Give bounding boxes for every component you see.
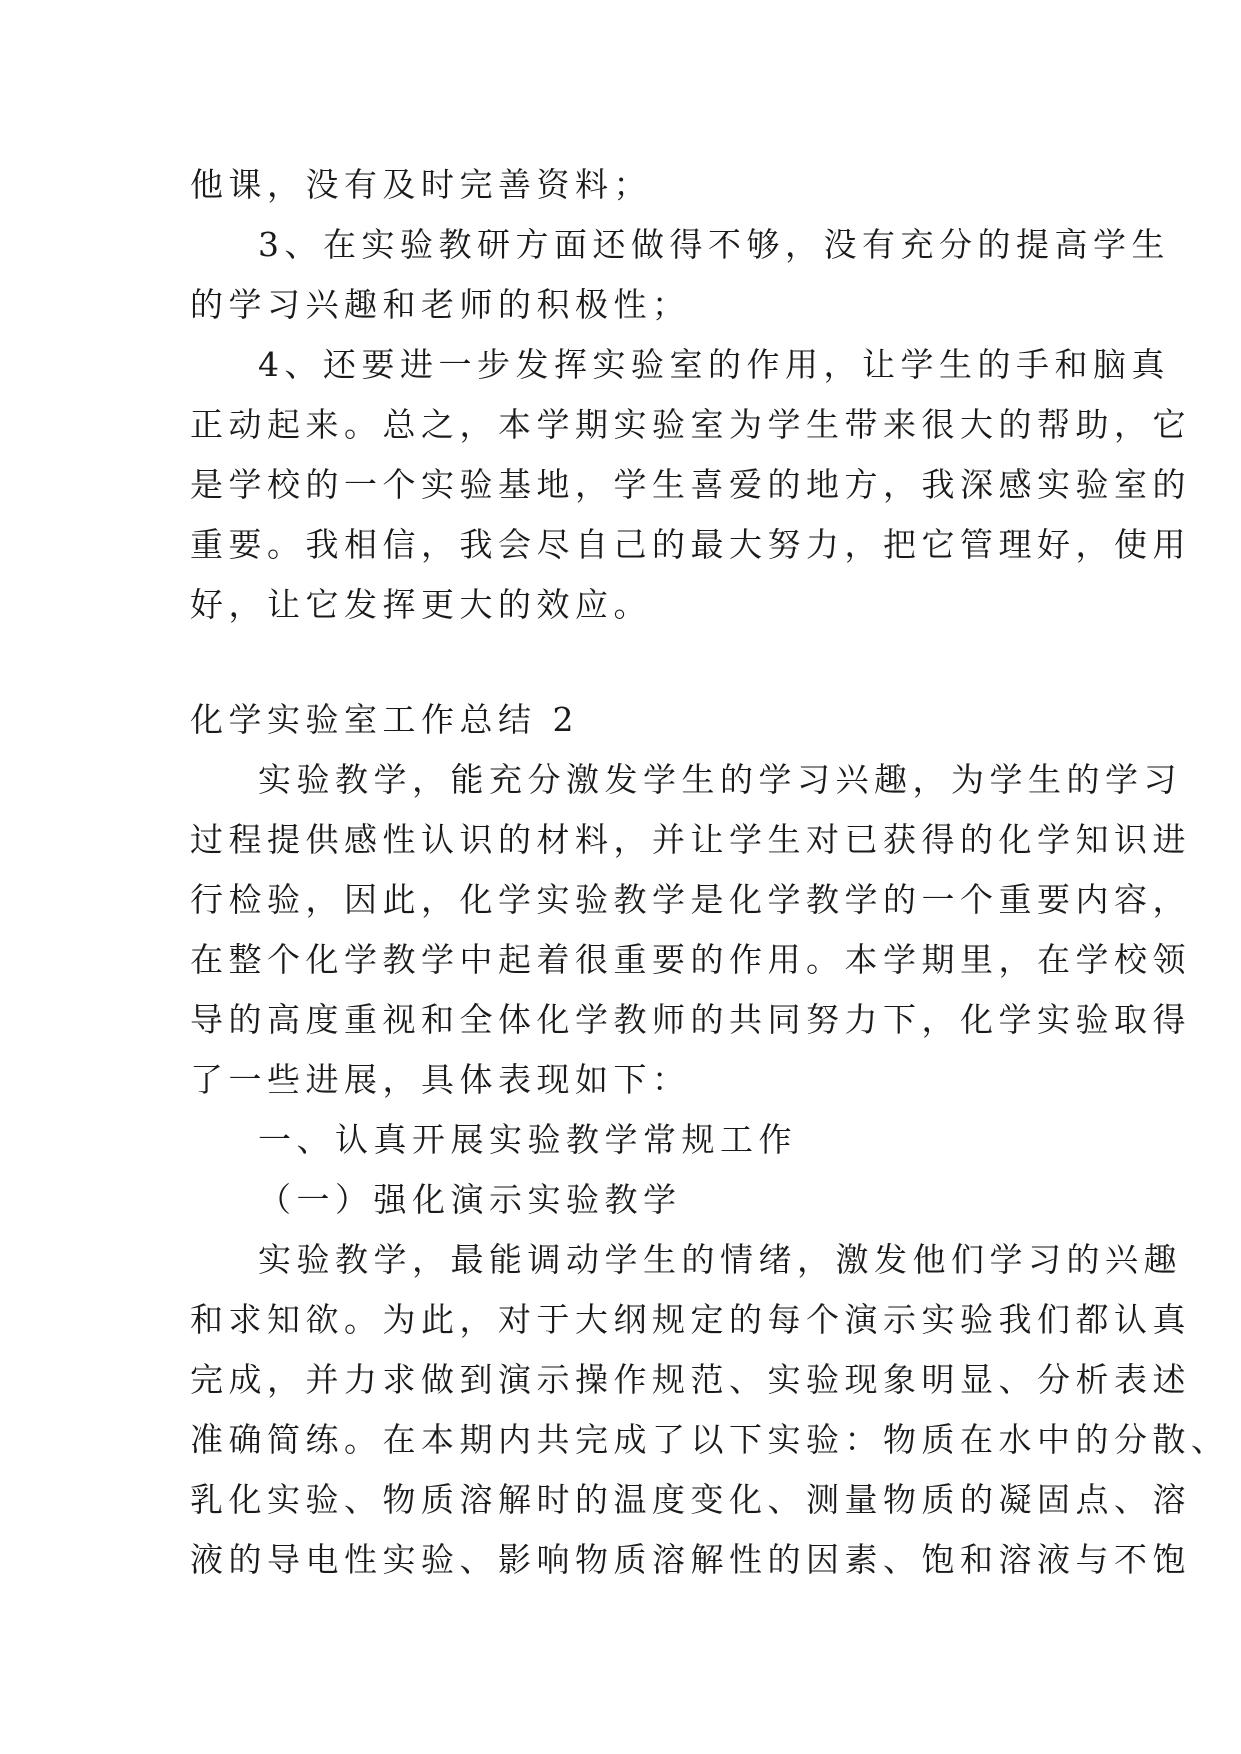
text-line: 准确简练。在本期内共完成了以下实验：物质在水中的分散、: [190, 1420, 1230, 1459]
text-line: 实验教学，能充分激发学生的学习兴趣，为学生的学习: [258, 760, 1182, 799]
subheading: 一、认真开展实验教学常规工作: [258, 1120, 797, 1159]
text-line: 是学校的一个实验基地，学生喜爱的地方，我深感实验室的: [190, 465, 1191, 504]
text-line: 行检验，因此，化学实验教学是化学教学的一个重要内容，: [190, 880, 1191, 919]
text-line: 了一些进展，具体表现如下：: [190, 1060, 691, 1099]
text-line: 过程提供感性认识的材料，并让学生对已获得的化学知识进: [190, 820, 1191, 859]
text-line: 完成，并力求做到演示操作规范、实验现象明显、分析表述: [190, 1360, 1191, 1399]
text-line: 正动起来。总之，本学期实验室为学生带来很大的帮助，它: [190, 405, 1191, 444]
text-line: 4、还要进一步发挥实验室的作用，让学生的手和脑真: [258, 345, 1170, 384]
text-line: 乳化实验、物质溶解时的温度变化、测量物质的凝固点、溶: [190, 1480, 1191, 1519]
text-line: 的学习兴趣和老师的积极性；: [190, 285, 691, 324]
subheading: （一）强化演示实验教学: [258, 1180, 682, 1219]
text-line: 导的高度重视和全体化学教师的共同努力下，化学实验取得: [190, 1000, 1191, 1039]
text-line: 3、在实验教研方面还做得不够，没有充分的提高学生: [258, 225, 1170, 264]
text-line: 重要。我相信，我会尽自己的最大努力，把它管理好，使用: [190, 525, 1191, 564]
text-line: 实验教学，最能调动学生的情绪，激发他们学习的兴趣: [258, 1240, 1182, 1279]
text-line: 在整个化学教学中起着很重要的作用。本学期里，在学校领: [190, 940, 1191, 979]
text-line: 液的导电性实验、影响物质溶解性的因素、饱和溶液与不饱: [190, 1540, 1191, 1579]
section-heading: 化学实验室工作总结 2: [190, 700, 579, 739]
text-line: 他课，没有及时完善资料；: [190, 165, 652, 204]
text-line: 和求知欲。为此，对于大纲规定的每个演示实验我们都认真: [190, 1300, 1191, 1339]
text-line: 好，让它发挥更大的效应。: [190, 585, 652, 624]
